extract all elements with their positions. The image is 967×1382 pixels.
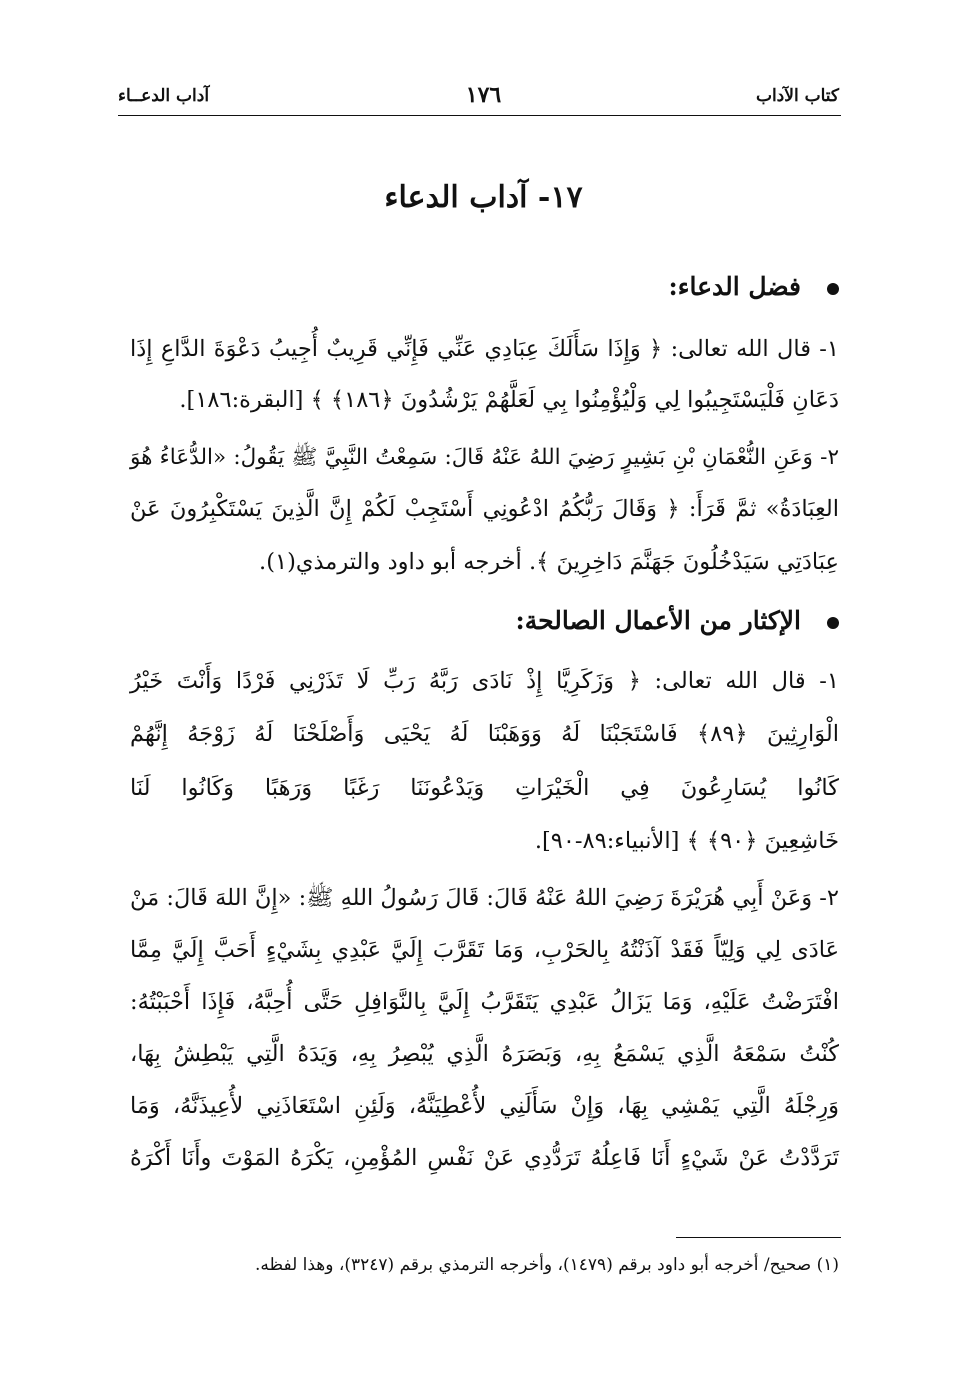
text-line: وَرِجْلَهُ الَّتِي يَمْشِي بِهَا، وَإِنْ سَأَلَنِي لأُعْطِيَنَّهُ، وَلَئِنِ اسْتَعَاذَنِي لأُعِيذَنَّهُ، وَمَا <box>130 1093 839 1119</box>
footnote-divider <box>676 1237 841 1238</box>
text-line: ٢- وَعَنْ أَبِي هُرَيْرَةَ رَضِيَ اللهُ عَنْهُ قَالَ: قَالَ رَسُولُ اللهِ ﷺ: «إِنَّ اللهَ قَالَ: مَنْ <box>130 885 839 911</box>
running-header-book-title: كتاب الآداب <box>755 86 839 106</box>
text-line: تَرَدَّدْتُ عَنْ شَيْءٍ أَنَا فَاعِلُهُ تَرَدُّدِي عَنْ نَفْسِ المُؤْمِنِ، يَكْرَهُ المَوْتَ وأَنَا أَكْرَهُ <box>130 1145 839 1171</box>
page-number: ١٧٦ <box>465 82 502 108</box>
text-line: ٢- وَعَنِ النُّعْمَانِ بْنِ بَشِيرٍ رَضِيَ اللهُ عَنْهُ قَالَ: سَمِعْتُ النَّبِيَّ ﷺ يَقُولُ: «الدُّعَاءُ هُوَ <box>130 445 839 470</box>
text-line: ١- قال الله تعالى: ﴿ وَإِذَا سَأَلَكَ عِبَادِي عَنِّي فَإِنِّي قَرِيبٌ أُجِيبُ دَعْوَةَ الدَّاعِ إِذَا <box>130 336 839 362</box>
footnote: (١) صحيح/ أخرجه أبو داود برقم (١٤٧٩)، وأخرجه الترمذي برقم (٣٢٤٧)، وهذا لفظه. <box>255 1255 839 1275</box>
text-line: كَانُوا يُسَارِعُونَ فِي الْخَيْرَاتِ وَيَدْعُونَنَا رَغَبًا وَرَهَبًا وَكَانُوا لَنَا <box>130 775 839 801</box>
section-heading <box>516 606 839 635</box>
header-divider <box>118 115 841 116</box>
chapter-title: ١٧- آداب الدعاء <box>384 180 583 215</box>
text-line: ١- قال الله تعالى: ﴿ وَزَكَرِيَّا إِذْ نَادَى رَبَّهُ رَبِّ لَا تَذَرْنِي فَرْدًا وَأَنْتَ خَيْرُ <box>130 668 839 694</box>
text-line: دَعَانِ فَلْيَسْتَجِيبُوا لِي وَلْيُؤْمِنُوا بِي لَعَلَّهُمْ يَرْشُدُونَ ﴿١٨٦﴾ ﴾ [البقرة:١٨٦]. <box>179 387 839 413</box>
text-line: خَاشِعِينَ ﴿٩٠﴾ ﴾ [الأنبياء:٨٩-٩٠]. <box>534 828 839 854</box>
text-line: افْتَرَضْتُ عَلَيْهِ، وَمَا يَزَالُ عَبْدِي يَتَقَرَّبُ إِلَيَّ بِالنَّوَافِلِ حَتَّى أُحِبَّهُ، فَإِذَا أَحْبَبْتُهُ: <box>130 989 839 1015</box>
bullet-icon <box>827 283 839 295</box>
section-heading-text: الإكثار من الأعمال الصالحة: <box>515 606 801 635</box>
text-line: عَادَى لِي وَلِيّاً فَقَدْ آذَنْتُهُ بِالحَرْبِ، وَمَا تَقَرَّبَ إِلَيَّ عَبْدِي بِشَيْءٍ أَحَبَّ إِلَيَّ مِمَّا <box>130 937 839 963</box>
text-line: كُنْتُ سَمْعَهُ الَّذِي يَسْمَعُ بِهِ، وَبَصَرَهُ الَّذِي يُبْصِرُ بِهِ، وَيَدَهُ الَّتِي يَبْطِشُ بِهَا، <box>130 1041 839 1067</box>
text-line: الْوَارِثِينَ ﴿٨٩﴾ فَاسْتَجَبْنَا لَهُ وَوَهَبْنَا لَهُ يَحْيَى وَأَصْلَحْنَا لَهُ زَوْجَهُ إِنَّهُمْ <box>130 721 840 747</box>
text-line: عِبَادَتِي سَيَدْخُلُونَ جَهَنَّمَ دَاخِرِينَ ﴾. أخرجه أبو داود والترمذي(١). <box>259 549 839 575</box>
section-heading <box>669 272 839 301</box>
bullet-icon <box>827 617 839 629</box>
text-line: العِبَادَةُ» ثمَّ قَرَأَ: ﴿ وَقَالَ رَبُّكُمُ ادْعُونِي أَسْتَجِبْ لَكُمْ إِنَّ الَّذِينَ يَسْتَكْبِرُونَ عَنْ <box>130 496 839 522</box>
section-heading-text: فضل الدعاء: <box>668 272 801 301</box>
running-header-chapter: آداب الدعــاء <box>118 86 210 106</box>
